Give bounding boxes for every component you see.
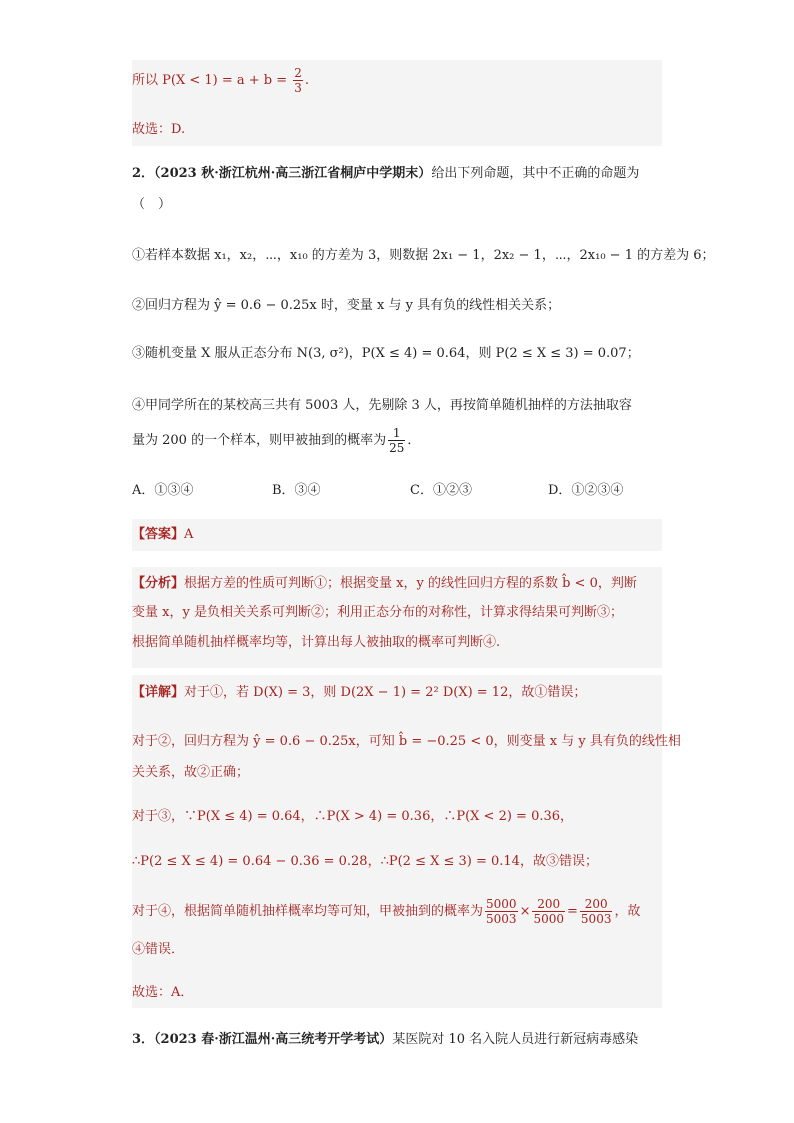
question-number: 2．: [132, 166, 155, 181]
statement-4-text: 量为 200 的一个样本，则甲被抽到的概率为: [132, 433, 387, 448]
fraction: [293, 66, 303, 95]
detail-line-6: [132, 896, 640, 928]
fraction-denominator: 5000: [533, 912, 565, 926]
detail-line-4: 对于③，∵P(X ≤ 4) = 0.64，∴P(X > 4) = 0.36，∴P(X < 2) = 0.36，: [132, 809, 574, 824]
analysis-line-2: 变量 x，y 是负相关关系可判断②；利用正态分布的对称性，计算求得结果可判断③；: [132, 605, 623, 620]
answer-label: 【答案】: [132, 527, 185, 542]
answer-value: A: [184, 527, 194, 542]
question-3-header: [132, 1030, 638, 1050]
fraction-denominator: 25: [389, 441, 405, 455]
times-sign: ×: [519, 904, 531, 919]
fraction-numerator: 1: [388, 426, 405, 441]
fraction: [580, 897, 613, 926]
answer-parentheses: （ ）: [132, 197, 172, 212]
question-stem: 给出下列命题，其中不正确的命题为: [431, 166, 640, 181]
fraction: [532, 897, 565, 926]
answer-block: [132, 519, 662, 551]
detail-line-1: [132, 683, 586, 703]
question-2-header: [132, 164, 639, 184]
fraction: [388, 426, 405, 455]
question-stem: 某医院对 10 名入院人员进行新冠病毒感染: [392, 1032, 639, 1047]
detail-line-3: 关关系，故②正确；: [132, 765, 250, 780]
detail-label: 【详解】: [132, 685, 185, 700]
statement-3: ③随机变量 X 服从正态分布 N(3, σ²)，P(X ≤ 4) = 0.64，则 P(2 ≤ X ≤ 3) = 0.07；: [132, 346, 640, 361]
detail-line-8: 故选：A．: [132, 985, 194, 1000]
equals-sign: =: [567, 904, 578, 919]
question-source: （2023 春·浙江温州·高三统考开学考试）: [154, 1032, 393, 1047]
detail-line-5: ∴P(2 ≤ X ≤ 4) = 0.64 − 0.36 = 0.28，∴P(2 ≤ X ≤ 3) = 0.14，故③错误；: [132, 854, 598, 869]
statement-4-line-1: ④甲同学所在的某校高三共有 5003 人，先剔除 3 人，再按简单随机抽样的方法抽取容: [132, 398, 632, 413]
solution-text: 所以 P(X < 1) = a + b =: [132, 73, 292, 88]
option-c: C．①②③: [410, 483, 472, 498]
statement-2: ②回归方程为 ŷ = 0.6 − 0.25x 时，变量 x 与 y 具有负的线性相关关系；: [132, 298, 561, 313]
option-d: D．①②③④: [548, 483, 624, 498]
detail-block: [132, 675, 662, 1008]
statement-4-line-2: [132, 426, 420, 456]
fraction: [485, 897, 518, 926]
option-b: B．③④: [272, 483, 321, 498]
previous-solution-line: [132, 66, 309, 95]
previous-answer-line: 故选：D.: [132, 122, 186, 137]
question-number: 3．: [132, 1032, 155, 1047]
fraction-numerator: 5000: [486, 897, 517, 911]
detail-line-2: 对于②，回归方程为 ŷ = 0.6 − 0.25x，可知 b̂ = −0.25 < 0，则变量 x 与 y 具有负的线性相: [132, 734, 681, 749]
solution-text-end: .: [304, 73, 310, 88]
detail-text: 对于①，若 D(X) = 3，则 D(2X − 1) = 2² D(X) = 12，故①错误；: [184, 685, 587, 700]
question-source: （2023 秋·浙江杭州·高三浙江省桐庐中学期末）: [154, 166, 432, 181]
answer-line: [132, 525, 193, 545]
statement-1: ①若样本数据 x₁，x₂，⋯，x₁₀ 的方差为 3，则数据 2x₁ − 1，2x₂ − 1，⋯，2x₁₀ − 1 的方差为 6；: [132, 248, 715, 263]
fraction-numerator: 200: [580, 897, 613, 912]
analysis-label: 【分析】: [132, 576, 185, 591]
option-a: A．①③④: [132, 483, 194, 498]
detail-line-7: ④错误．: [132, 942, 185, 957]
analysis-line-3: 根据简单随机抽样概率均等，计算出每人被抽取的概率可判断④.: [132, 635, 501, 650]
analysis-text: 根据方差的性质可判断①；根据变量 x，y 的线性回归方程的系数 b̂ < 0，判断: [184, 576, 637, 591]
fraction-numerator: 2: [294, 66, 302, 80]
fraction-denominator: 3: [294, 81, 302, 95]
fraction-numerator: 200: [532, 897, 565, 912]
fraction-denominator: 5003: [580, 912, 612, 926]
statement-4-end: ．: [407, 433, 421, 448]
fraction-denominator: 5003: [486, 912, 517, 926]
detail-text: 对于④，根据简单随机抽样概率均等可知，甲被抽到的概率为: [132, 904, 484, 919]
analysis-line-1: [132, 574, 637, 594]
detail-text-end: ，故: [614, 904, 641, 919]
